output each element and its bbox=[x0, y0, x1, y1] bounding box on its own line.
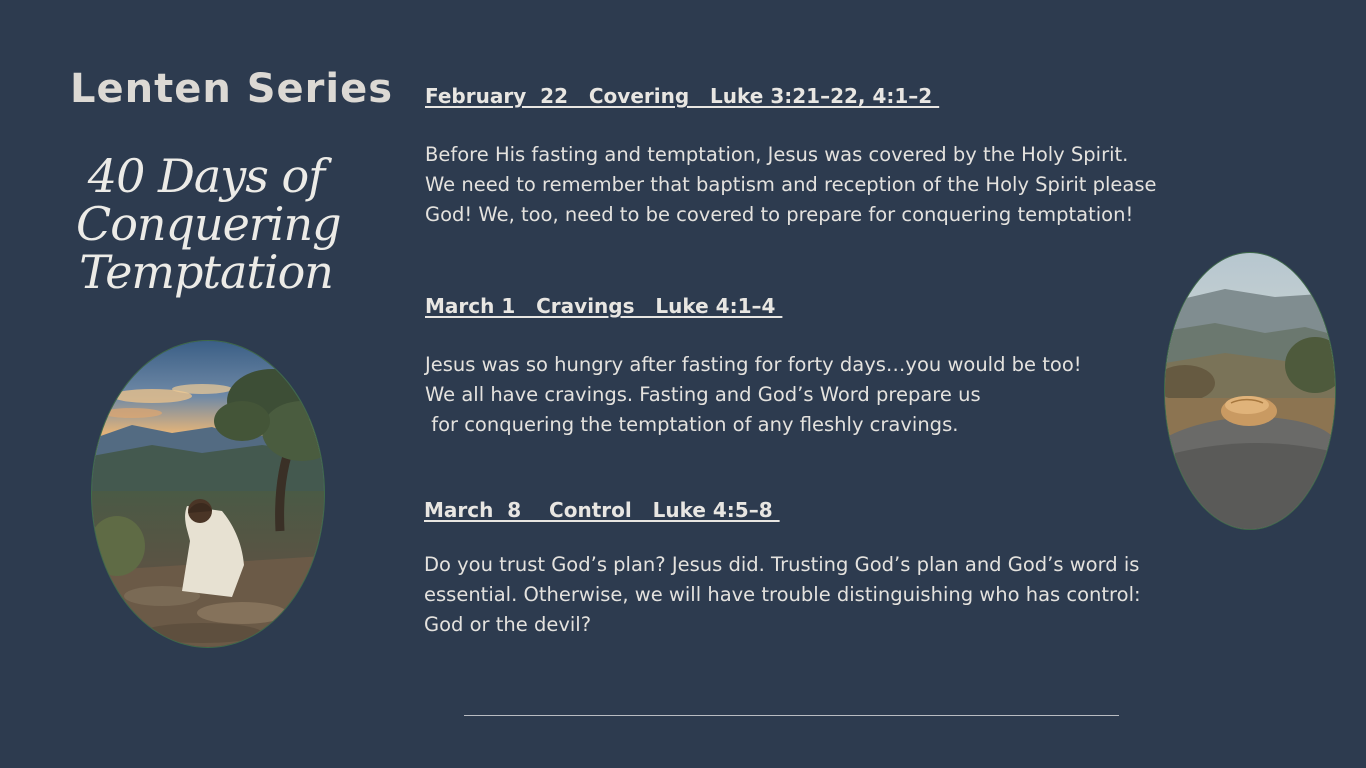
entry-body-line: We need to remember that baptism and reception of the Holy Spirit please bbox=[425, 173, 1157, 196]
lenten-entry-control bbox=[424, 498, 1224, 640]
lenten-entry-covering bbox=[425, 84, 1225, 230]
entry-body-line: Before His fasting and temptation, Jesus was covered by the Holy Spirit. bbox=[425, 143, 1129, 166]
entry-body-line: We all have cravings. Fasting and God’s Word prepare us bbox=[425, 383, 981, 406]
entry-body-line: Do you trust God’s plan? Jesus did. Trusting God’s plan and God’s word is bbox=[424, 553, 1140, 576]
entry-body-line: essential. Otherwise, we will have trouble distinguishing who has control: bbox=[424, 583, 1141, 606]
entry-body-line: God! We, too, need to be covered to prepare for conquering temptation! bbox=[425, 203, 1134, 226]
entry-heading: March 1 Cravings Luke 4:1–4 bbox=[425, 294, 783, 318]
entry-body bbox=[425, 350, 1225, 440]
entry-body bbox=[424, 550, 1224, 640]
praying-figure-image bbox=[91, 340, 325, 648]
entry-heading: February 22 Covering Luke 3:21–22, 4:1–2 bbox=[425, 84, 940, 108]
script-title-line: Temptation bbox=[79, 245, 333, 299]
entry-body-line: for conquering the temptation of any fleshly cravings. bbox=[425, 413, 959, 436]
series-title: Lenten Series bbox=[70, 66, 394, 112]
entry-body bbox=[425, 140, 1225, 230]
entry-body-line: God or the devil? bbox=[424, 613, 592, 636]
entry-body-line: Jesus was so hungry after fasting for forty days…you would be too! bbox=[425, 353, 1082, 376]
entry-heading: March 8 Control Luke 4:5–8 bbox=[424, 498, 780, 522]
script-title-line: 40 Days of bbox=[87, 149, 325, 203]
lenten-entry-cravings bbox=[425, 294, 1225, 440]
script-title bbox=[76, 149, 341, 299]
divider-line bbox=[464, 715, 1119, 716]
script-title-line: Conquering bbox=[76, 197, 341, 251]
